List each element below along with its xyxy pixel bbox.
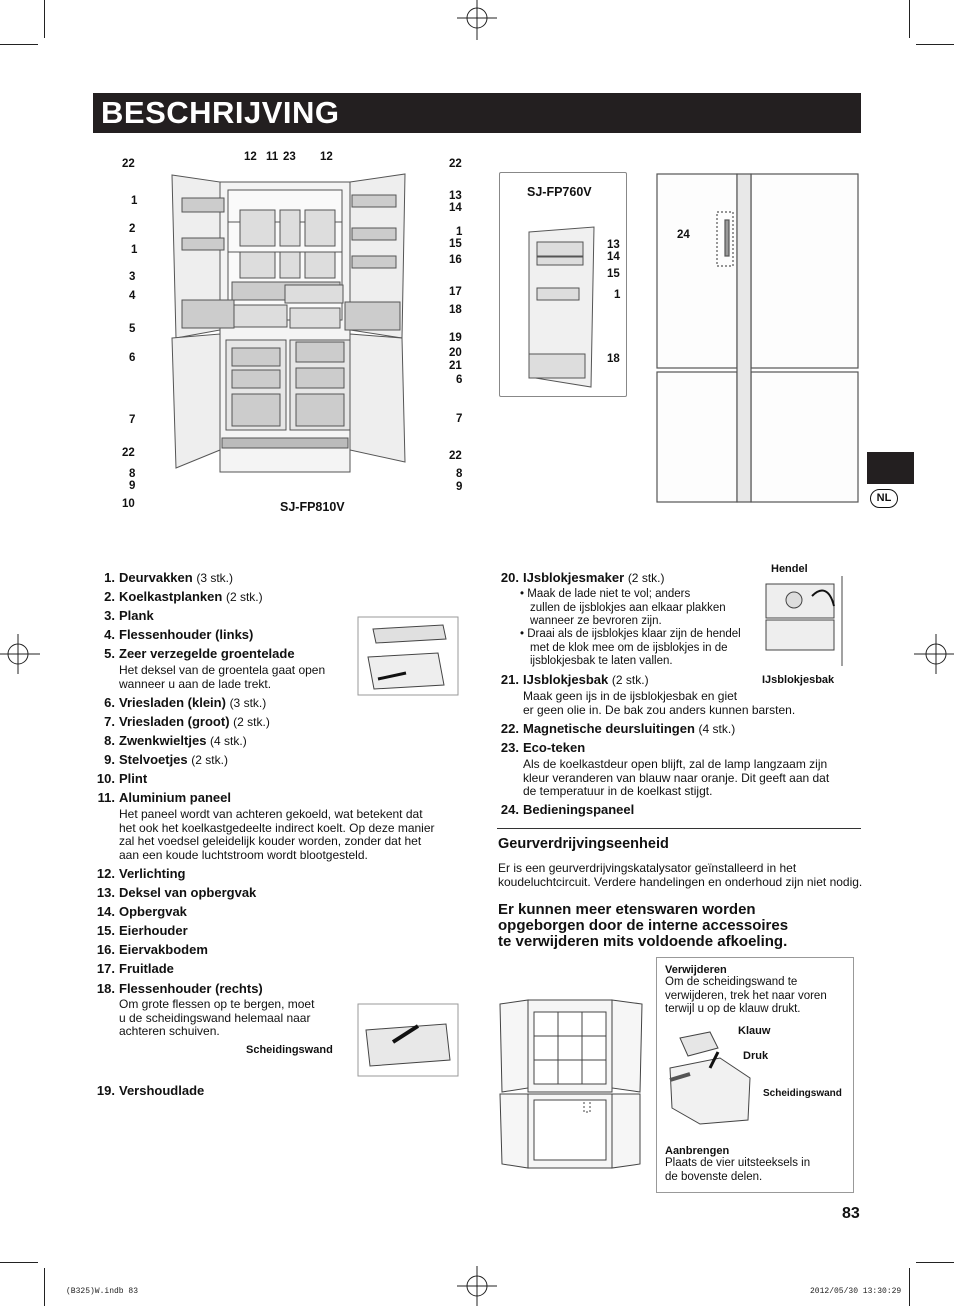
model-label: SJ-FP760V	[527, 185, 592, 199]
callout-left: 4	[129, 290, 136, 302]
list-item: 21. IJsblokjesbak (2 stk.)	[500, 672, 649, 687]
item-description: Als de koelkastdeur open blijft, zal de lamp langzaam zijn kleur veranderen van blauw naar oranje. Dit geeft aan dat de temperatuur in de koelkast stijgt.	[523, 757, 830, 798]
callout-left: 22	[122, 447, 135, 459]
callout-inset: 13	[607, 239, 620, 251]
section-divider	[497, 828, 861, 829]
side-tab	[867, 452, 914, 484]
list-item: 3. Plank	[104, 608, 154, 623]
section-title: Geurverdrijvingseenheid	[498, 836, 669, 852]
callout-right: 15	[449, 238, 462, 250]
box-title-verwijderen: Verwijderen	[665, 964, 727, 976]
label-hendel: Hendel	[771, 563, 808, 575]
label-klauw: Klauw	[738, 1025, 771, 1037]
divider-illustration	[358, 1004, 458, 1076]
callout-right: 16	[449, 254, 462, 266]
list-item: 6. Vriesladen (klein) (3 stk.)	[104, 695, 267, 710]
crop-mark	[909, 0, 910, 38]
list-item: 18. Flessenhouder (rechts)	[96, 981, 263, 996]
item-description: Maak geen ijs in de ijsblokjesbak en giet er geen olie in. De bak zou anders kunnen barsten.	[523, 689, 796, 717]
callout-left: 2	[129, 223, 136, 235]
registration-mark-icon	[457, 1266, 497, 1306]
callout-left: 1	[131, 244, 138, 256]
list-item: 14. Opbergvak	[96, 904, 187, 919]
header-bar	[93, 93, 861, 133]
callout-inset: 14	[607, 251, 620, 263]
callout-right: 9	[456, 481, 463, 493]
callout-left: 22	[122, 158, 135, 170]
callout-left: 5	[129, 323, 136, 335]
callout-24: 24	[677, 229, 690, 241]
callout-right: 17	[449, 286, 462, 298]
label-scheidingswand: Scheidingswand	[246, 1044, 333, 1056]
callout-left: 9	[129, 480, 136, 492]
list-item: 5. Zeer verzegelde groentelade	[104, 646, 295, 661]
callout-right: 18	[449, 304, 462, 316]
list-item: 17. Fruitlade	[96, 961, 174, 976]
box-title-aanbrengen: Aanbrengen	[665, 1145, 730, 1157]
callout-left: 7	[129, 414, 136, 426]
callout-left: 8	[129, 468, 136, 480]
callout-inset: 15	[607, 268, 620, 280]
box-text-aanbrengen: Plaats de vier uitsteeksels in de bovenste delen.	[665, 1157, 811, 1183]
fridge-interior-diagram	[140, 160, 470, 510]
item-description: Om grote flessen op te bergen, moet u de scheidingswand helemaal naar achteren schuiven.	[119, 997, 315, 1038]
fridge-open-illustration	[498, 996, 646, 1172]
callout-left: 1	[131, 195, 138, 207]
box-text-verwijderen: Om de scheidingswand te verwijderen, trek het naar voren terwijl u op de klauw drukt.	[665, 976, 827, 1015]
registration-mark-icon	[457, 0, 497, 40]
page-title: BESCHRIJVING	[101, 95, 340, 130]
callout-right: 22	[449, 450, 462, 462]
callout-right: 21	[449, 360, 462, 372]
label-druk: Druk	[743, 1050, 769, 1062]
callout-right: 20	[449, 347, 462, 359]
list-item: 23. Eco-teken	[500, 740, 586, 755]
page-number: 83	[842, 1205, 860, 1222]
callout-left: 6	[129, 352, 136, 364]
item-description: Het deksel van de groentela gaat open wanneer u aan de lade trekt.	[119, 663, 326, 691]
callout-12b: 12	[320, 151, 333, 163]
list-item: 8. Zwenkwieltjes (4 stk.)	[104, 733, 247, 748]
callout-right: 19	[449, 332, 462, 344]
callout-inset: 1	[614, 289, 621, 301]
model-label: SJ-FP810V	[280, 500, 345, 514]
callout-right: 22	[449, 158, 462, 170]
crop-mark	[44, 0, 45, 38]
list-item: 7. Vriesladen (groot) (2 stk.)	[104, 714, 270, 729]
list-item: 10. Plint	[96, 771, 148, 786]
callout-inset: 18	[607, 353, 620, 365]
divider-removal-illustration	[660, 1028, 770, 1128]
crop-mark	[916, 1262, 954, 1263]
ice-maker-illustration	[764, 576, 846, 666]
callout-left: 10	[122, 498, 135, 510]
crop-mark	[0, 44, 38, 45]
footer-file: (B325)W.indb 83	[66, 1287, 139, 1296]
big-heading: Er kunnen meer etenswaren worden opgeborgen door de interne accessoires te verwijderen mits voldoende afkoeling.	[498, 901, 789, 950]
crop-mark	[909, 1268, 910, 1306]
callout-left: 3	[129, 271, 136, 283]
list-item: 22. Magnetische deursluitingen (4 stk.)	[500, 721, 736, 736]
crop-mark	[0, 1262, 38, 1263]
callout-right: 8	[456, 468, 463, 480]
crop-mark	[916, 44, 954, 45]
list-item: 19. Vershoudlade	[96, 1083, 205, 1098]
callout-right: 6	[456, 374, 463, 386]
list-item: 9. Stelvoetjes (2 stk.)	[104, 752, 228, 767]
list-item: 20. IJsblokjesmaker (2 stk.)	[500, 570, 665, 585]
label-scheidingswand-box: Scheidingswand	[763, 1088, 842, 1099]
registration-mark-icon	[0, 634, 40, 674]
list-item: 2. Koelkastplanken (2 stk.)	[104, 589, 263, 604]
list-item: 15. Eierhouder	[96, 923, 188, 938]
list-item: 24. Bedieningspaneel	[500, 802, 635, 817]
list-item: 12. Verlichting	[96, 866, 186, 881]
language-badge: NL	[870, 489, 898, 508]
item-description: Het paneel wordt van achteren gekoeld, wat betekent dat het ook het koelkastgedeelte indirect koelt. Op deze manier zal het voedsel geleidelijk kouder worden, zonder dat het aan een koude luchtstroom wordt blootgesteld.	[119, 807, 435, 862]
list-item: 11. Aluminium paneel	[97, 790, 231, 805]
list-item: 16. Eiervakbodem	[96, 942, 208, 957]
list-item: 13. Deksel van opbergvak	[96, 885, 257, 900]
label-ijsblokjesbak: IJsblokjesbak	[762, 674, 835, 686]
registration-mark-icon	[914, 634, 954, 674]
bullet-item: • Draai als de ijsblokjes klaar zijn de hendel met de klok mee om de ijsblokjes in de ijsblokjesbak te laten vallen.	[520, 628, 741, 667]
fridge-front-diagram	[655, 172, 860, 504]
callout-right: 7	[456, 413, 463, 425]
callout-right: 14	[449, 202, 462, 214]
list-item: 4. Flessenhouder (links)	[104, 627, 254, 642]
section-text: Er is een geurverdrijvingskatalysator geïnstalleerd in het koudeluchtcircuit. Verdere handelingen en onderhoud zijn niet nodig.	[498, 861, 863, 889]
list-item: 1. Deurvakken (3 stk.)	[104, 570, 234, 585]
callout-right: 13	[449, 190, 462, 202]
bottle-holder-illustration	[358, 617, 458, 695]
callout-right: 1	[456, 226, 463, 238]
crop-mark	[44, 1268, 45, 1306]
callout-23: 23	[283, 151, 296, 163]
callout-12: 12	[244, 151, 257, 163]
bullet-item: • Maak de lade niet te vol; anders zullen de ijsblokjes aan elkaar plakken wanneer ze bevroren zijn.	[520, 588, 726, 627]
footer-timestamp: 2012/05/30 13:30:29	[810, 1287, 902, 1296]
callout-11: 11	[266, 151, 279, 163]
